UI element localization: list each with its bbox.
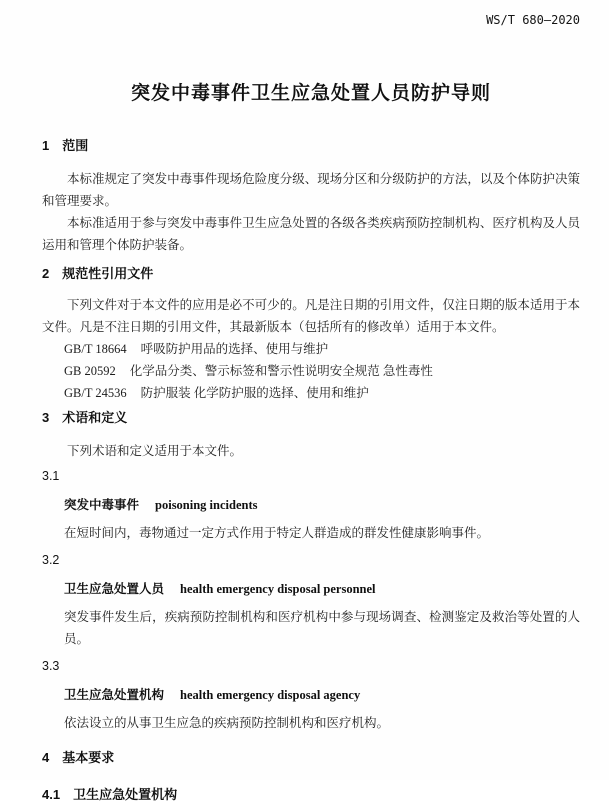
section-4-1-heading [42,787,580,803]
term-number-3-1: 3.1 [42,469,60,483]
section-1-heading [42,138,580,154]
section-1-body [42,168,580,256]
term-en-3-1: poisoning incidents [155,498,258,512]
term-en-3-3: health emergency disposal agency [180,688,361,702]
term-heading-3-2 [42,581,580,597]
paragraph-scope-1: 本标准规定了突发中毒事件现场危险度分级、现场分区和分级防护的方法，以及个体防护决策和管理要求。 [42,172,580,208]
term-zh-3-1: 突发中毒事件 [64,498,140,512]
reference-title: 防护服装 化学防护服的选择、使用和维护 [140,386,369,400]
section-4-heading [42,750,580,766]
term-number-3-3: 3.3 [42,659,60,673]
section-2-heading [42,266,580,282]
section-2-body [42,294,580,404]
term-definition-3-3: 依法设立的从事卫生应急的疾病预防控制机构和医疗机构。 [64,716,390,730]
reference-code: GB/T 24536 [64,386,127,400]
term-heading-3-3 [42,687,580,703]
term-definition-3-2: 突发事件发生后，疾病预防控制机构和医疗机构中参与现场调查、检测鉴定及救治等处置的人员。 [64,610,580,646]
section-2-title: 规范性引用文件 [62,266,154,281]
term-zh-3-3: 卫生应急处置机构 [64,688,165,702]
term-heading-3-1 [42,497,580,513]
document-title: 突发中毒事件卫生应急处置人员防护导则 [130,83,491,104]
section-1-title: 范围 [62,138,89,153]
section-2-number: 2 [42,266,50,281]
references-list [42,338,580,404]
section-3-heading [42,410,580,426]
term-zh-3-2: 卫生应急处置人员 [64,582,165,596]
reference-item [64,382,580,404]
term-definition-3-1: 在短时间内，毒物通过一定方式作用于特定人群造成的群发性健康影响事件。 [64,526,490,540]
section-4-number: 4 [42,750,50,765]
section-4-1-title: 卫生应急处置机构 [73,787,178,802]
reference-code: GB/T 18664 [64,342,127,356]
document-header [42,12,580,28]
paragraph-normative-refs: 下列文件对于本文件的应用是必不可少的。凡是注日期的引用文件，仅注日期的版本适用于本文件。凡是不注日期的引用文件，其最新版本（包括所有的修改单）适用于本文件。 [42,298,580,334]
term-en-3-2: health emergency disposal personnel [180,582,376,596]
section-4-1-number: 4.1 [42,787,61,802]
section-4-title: 基本要求 [62,750,115,765]
reference-item [64,360,580,382]
terms-intro: 下列术语和定义适用于本文件。 [67,444,243,458]
section-3-number: 3 [42,410,50,425]
reference-item [64,338,580,360]
paragraph-scope-2: 本标准适用于参与突发中毒事件卫生应急处置的各级各类疾病预防控制机构、医疗机构及人员运用和管理个体防护装备。 [42,216,580,252]
section-3-title: 术语和定义 [62,410,128,425]
section-1-number: 1 [42,138,50,153]
term-number-3-2: 3.2 [42,553,60,567]
reference-title: 呼吸防护用品的选择、使用与维护 [140,342,329,356]
standard-number: WS/T 680—2020 [486,13,580,27]
reference-code: GB 20592 [64,364,116,378]
reference-title: 化学品分类、警示标签和警示性说明安全规范 急性毒性 [129,364,433,378]
